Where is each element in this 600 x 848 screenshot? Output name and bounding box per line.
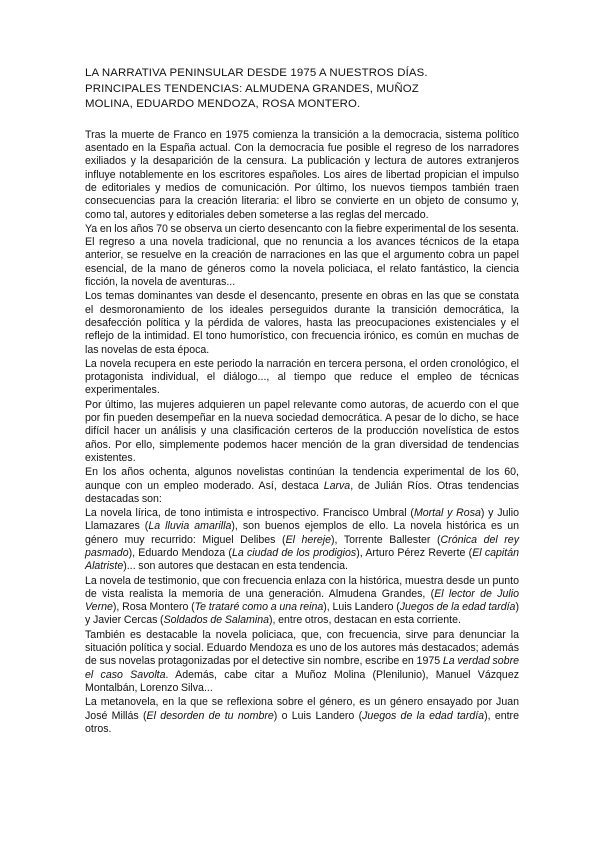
paragraph-detective: También es destacable la novela policiaca, que, con frecuencia, sirve para denunciar la situación política y social. Eduardo Mendoza es uno de los autores más destacados; además de sus novelas protagonizadas por el detective sin nombre, escribe en 1975 La verdad sobre el caso Savolta. Además, cabe citar a Muñoz Molina (Plenilunio), Manuel Vázquez Montalbán, Lorenzo Silva...: [85, 628, 520, 694]
book-title: La ciudad de los prodigios: [231, 546, 357, 559]
book-title: Crónica del rey pasmado: [85, 533, 519, 559]
paragraph-themes: Los temas dominantes van desde el desencanto, presente en obras en las que se constata el desmoronamiento de los ideales perseguidos durante la transición democrática, la desafección política y la pérdida de valores, hasta las preocupaciones existenciales y el reflejo de la intimidad. El tono humorístico, con frecuencia irónico, es común en muchas de las novelas de esta época.: [85, 290, 519, 356]
paragraph-eighties: En los años ochenta, algunos novelistas continúan la tendencia experimental de los 60, aunque con un empleo moderado. Así, destaca Larva, de Julián Ríos. Otras tendencias destacadas son:: [85, 466, 519, 505]
paragraph-seventies: Ya en los años 70 se observa un cierto desencanto con la fiebre experimental de los sesenta. El regreso a una novela tradicional, que no renuncia a los avances técnicos de la etapa anterior, se resuelve en la creación de narraciones en las que el argumento cobra un papel esencial, de la mano de géneros como la novela policiaca, el relato fantástico, la ciencia ficción, la novela de aventuras...: [85, 222, 519, 289]
book-title: Larva: [323, 479, 351, 492]
book-title: Juegos de la edad tardía: [399, 601, 516, 614]
book-title: La lluvia amarilla: [148, 520, 232, 533]
document-body: [85, 129, 519, 736]
paragraph-lyric-historical: La novela lírica, de tono intimista e introspectivo. Francisco Umbral (Mortal y Rosa) y Julio Llamazares (La lluvia amarilla), son buenos ejemplos de ello. La novela histórica es un género muy recurrido: Miguel Delibes (El hereje), Torrente Ballester (Crónica del rey pasmado), Eduardo Mendoza (La ciudad de los prodigios), Arturo Pérez Reverte (El capitán Alatriste)... son autores que destacan en esta tendencia.: [85, 507, 520, 573]
book-title: Mortal y Rosa: [413, 507, 481, 520]
book-title: El hereje: [285, 533, 331, 546]
book-title: El lector de Julio Verne: [85, 587, 519, 614]
book-title: Te trataré como a una reina: [194, 601, 324, 614]
paragraph-transition: Tras la muerte de Franco en 1975 comienza la transición a la democracia, sistema político asentado en la España actual. Con la democracia fue posible el regreso de los narradores exiliados y la desaparición de la censura. La publicación y lectura de autores extranjeros influye notablemente en los escritores españoles. Los aires de libertad propician el impulso de editoriales y medios de comunicación. Por último, los nuevos tiempos también traen consecuencias para la creación literaria: el libro se convierte en un objeto de consumo y, como tal, autores y editoriales deben someterse a las reglas del mercado.: [85, 128, 519, 221]
book-title: La verdad sobre el caso Savolta: [85, 655, 519, 681]
paragraph-narration: La novela recupera en este periodo la narración en tercera persona, el orden cronológico, el protagonista individual, el diálogo..., al tiempo que reduce el empleo de técnicas experimentales.: [85, 357, 519, 397]
paragraph-testimony: La novela de testimonio, que con frecuencia enlaza con la histórica, muestra desde un punto de vista realista la memoria de una generación. Almudena Grandes, (El lector de Julio Verne), Rosa Montero (Te trataré como a una reina), Luis Landero (Juegos de la edad tardía) y Javier Cercas (Soldados de Salamina), entre otros, destacan en esta corriente.: [85, 574, 519, 627]
book-title: Soldados de Salamina: [163, 614, 269, 627]
book-title: El capitán Alatriste: [85, 546, 520, 573]
book-title: El desorden de tu nombre: [146, 709, 274, 722]
document-page: [85, 66, 519, 736]
title-line: MOLINA, EDUARDO MENDOZA, ROSA MONTERO.: [85, 98, 361, 111]
book-title: Juegos de la edad tardía: [362, 709, 485, 722]
document-title: [85, 66, 519, 113]
paragraph-metanovel: La metanovela, en la que se reflexiona sobre el género, es un género ensayado por Juan José Millás (El desorden de tu nombre) o Luis Landero (Juegos de la edad tardía), entre otros.: [85, 696, 519, 735]
title-line: LA NARRATIVA PENINSULAR DESDE 1975 A NUESTROS DÍAS.: [85, 67, 428, 79]
paragraph-women-authors: Por último, las mujeres adquieren un papel relevante como autoras, de acuerdo con el que por fin pueden desempeñar en la nueva sociedad democrática. A pesar de lo dicho, se hace difícil hacer un análisis y una clasificación certeros de la producción novelística de estos años. Por ello, simplemente podemos hacer mención de la gran diversidad de tendencias existentes.: [85, 398, 519, 464]
title-line: PRINCIPALES TENDENCIAS: ALMUDENA GRANDES, MUÑOZ: [85, 82, 419, 95]
